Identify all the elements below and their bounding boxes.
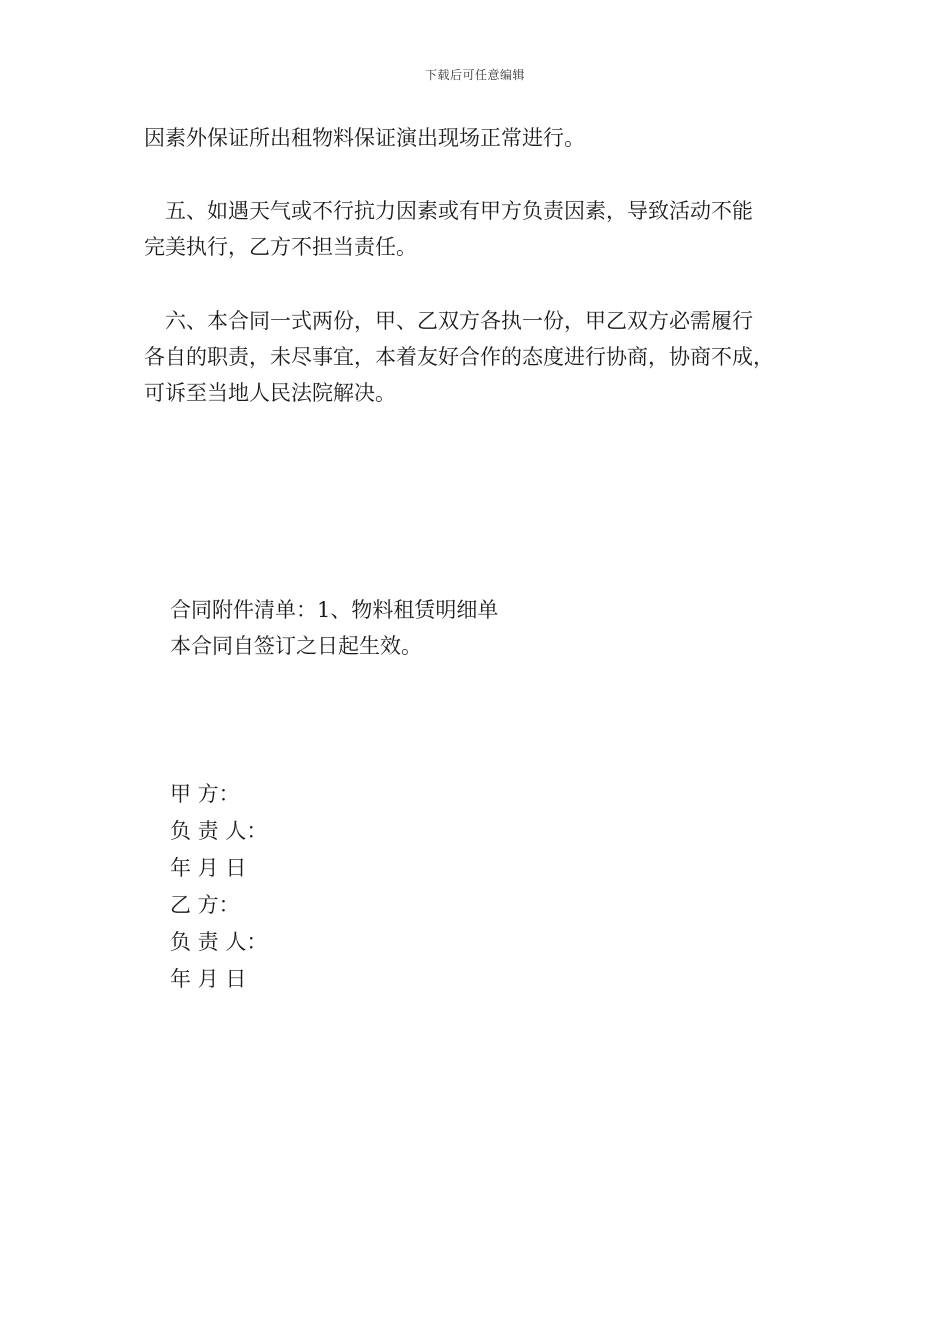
page-header: 下载后可任意编辑 (424, 68, 525, 82)
paragraph-line: 六、本合同一式两份，甲、乙双方各执一份，甲乙双方必需履行 (144, 309, 753, 333)
effective-date-line: 本合同自签订之日起生效。 (170, 634, 422, 658)
paragraph-line: 各自的职责，未尽事宜，本着友好合作的态度进行协商，协商不成， (144, 345, 774, 369)
paragraph-line: 完美执行，乙方不担当责任。 (144, 235, 417, 259)
party-a-date-label: 年 月 日 (170, 856, 247, 880)
paragraph-line: 可诉至当地人民法院解决。 (144, 381, 396, 405)
party-a-person-label: 负 责 人： (170, 819, 268, 843)
paragraph-line: 因素外保证所出租物料保证演出现场正常进行。 (144, 126, 585, 150)
attachment-section (170, 592, 498, 664)
party-a-label: 甲 方： (170, 782, 240, 806)
paragraph-clause-six (144, 303, 834, 411)
attachment-list-line: 合同附件清单：1、物料租赁明细单 (170, 598, 499, 622)
party-b-person-label: 负 责 人： (170, 930, 268, 954)
signature-section (170, 776, 267, 998)
paragraph-line: 五、如遇天气或不行抗力因素或有甲方负责因素，导致活动不能 (144, 199, 753, 223)
paragraph-continuation (144, 120, 834, 156)
paragraph-clause-five (144, 193, 834, 265)
party-b-date-label: 年 月 日 (170, 967, 247, 991)
party-b-label: 乙 方： (170, 893, 240, 917)
